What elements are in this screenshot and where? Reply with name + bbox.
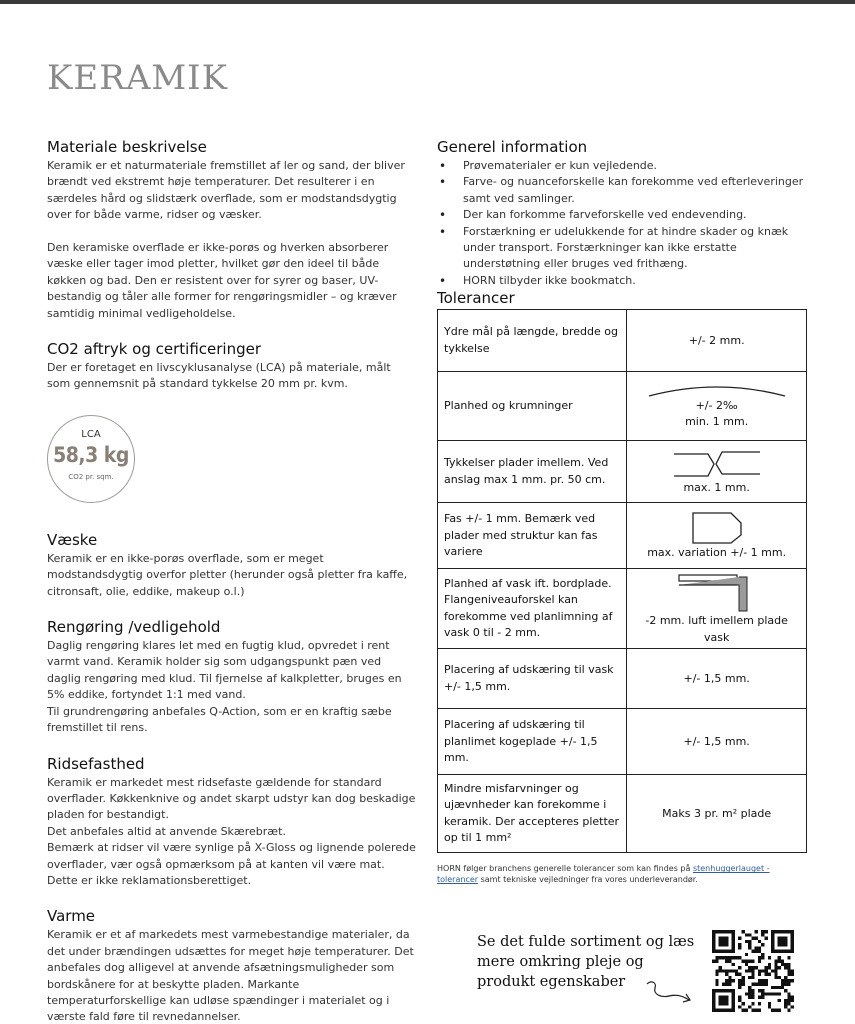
row-value-cell [627, 441, 807, 503]
section-co2 [47, 340, 417, 503]
row-value-cell [627, 649, 807, 709]
row-value-cell [627, 569, 807, 649]
ridsefasthed-paragraph-2: Det anbefales altid at anvende Skærebræt. [47, 824, 286, 838]
tolerancer-footnote [437, 863, 807, 885]
row-value: max. variation +/- 1 mm. [647, 545, 787, 559]
co2-paragraph: Der er foretaget en livscyklusanalyse (LCA) på materiale, målt som gennemsnit på standard tykkelse 20 mm pr. kvm. [47, 361, 391, 391]
stenhuggerlauget-link[interactable]: stenhuggerlauget - tolerancer [437, 864, 770, 885]
curvature-arc-icon [647, 382, 787, 398]
varme-heading: Varme [47, 907, 96, 926]
table-row [438, 372, 807, 441]
materiale-paragraph-1: Keramik er et naturmateriale fremstillet af ler og sand, der bliver brændt ved ekstremt høje temperaturer. Det resulterer i en særdeles hård og slidstærk overflade, som er modstandsdygtig over for både varme, ridser og væsker. [47, 159, 405, 222]
table-row [438, 503, 807, 569]
co2-heading: CO2 aftryk og certificeringer [47, 340, 262, 359]
list-item: • HORN tilbyder ikke bookmatch. [437, 273, 807, 289]
lca-value: 58,3 kg [53, 442, 129, 467]
row-value: +/- 2‰ [695, 398, 738, 412]
footnote-pre: HORN følger branchens generelle tolerancer som kan findes på [437, 864, 693, 874]
row-value-cell [627, 503, 807, 569]
row-value: +/- 2 mm. [688, 333, 745, 347]
row-label: Placering af udskæring til planlimet kogeplade +/- 1,5 mm. [438, 709, 627, 775]
chamfer-edge-icon [691, 511, 743, 545]
curly-arrow-icon [645, 978, 695, 1006]
row-value-cell [627, 310, 807, 372]
tolerancer-table [437, 309, 807, 853]
row-value: +/- 1,5 mm. [683, 671, 750, 685]
section-materiale [47, 138, 417, 322]
lca-label: LCA [81, 428, 101, 440]
row-value: +/- 1,5 mm. [683, 734, 750, 748]
lca-badge [47, 415, 135, 503]
section-ridsefasthed [47, 755, 417, 890]
varme-paragraph: Keramik er et af markedets mest varmebestandige materialer, da det under brændingen udsættes for meget høje temperaturer. Det anbefales dog alligevel at anvende afsætningsmuligheder som bordskånere for at beskytte pladen. Markante temperaturforskellige kan udløse spændinger i materialet og i værste fald føre til revnedannelser. [47, 928, 414, 1024]
list-item: • Farve- og nuanceforskelle kan forekomme ved efterleveringer samt ved samlinger. [437, 174, 807, 207]
list-item: • Prøvematerialer er kun vejledende. [437, 158, 807, 174]
row-label: Tykkelser plader imellem. Ved anslag max 1 mm. pr. 50 cm. [438, 441, 627, 503]
row-label: Fas +/- 1 mm. Bemærk ved plader med struktur kan fas variere [438, 503, 627, 569]
list-item: • Forstærkning er udelukkende for at hindre skader og knæk under transport. Forstærkninger kan ikke erstatte understøtning eller bruges ved frithæng. [437, 224, 807, 273]
section-generel [437, 138, 807, 289]
joint-offset-icon [672, 448, 762, 480]
row-value: Maks 3 pr. m² plade [662, 806, 772, 820]
generel-list [437, 158, 807, 289]
table-row [438, 709, 807, 775]
ridsefasthed-paragraph-3: Bemærk at ridser vil være synlige på X-Gloss og lignende polerede overflader, vær også opmærksom på at kanten vil være mat. Dette er ikke reklamationsberettiget. [47, 841, 416, 887]
table-row [438, 649, 807, 709]
ridsefasthed-heading: Ridsefasthed [47, 754, 145, 773]
left-column [47, 138, 417, 1024]
materiale-paragraph-2: Den keramiske overflade er ikke-porøs og hverken absorberer væske eller tager imod pletter, hvilket gør den ideel til både køkken og bad. Den er resistent over for syrer og baser, UV-bestandig og tåler alle former for rengøringsmidler – og kræver samtidig minimal vedligeholdelse. [47, 241, 397, 320]
promo-text: Se det fulde sortiment og læs mere omkring pleje og produkt egenskaber [477, 934, 695, 990]
row-label: Placering af udskæring til vask +/- 1,5 mm. [438, 649, 627, 709]
rengoering-heading: Rengøring /vedligehold [47, 618, 221, 637]
vaeske-heading: Væske [47, 530, 98, 549]
row-value-cell [627, 372, 807, 441]
materiale-heading: Materiale beskrivelse [47, 138, 207, 156]
row-label: Planhed og krumninger [438, 372, 627, 441]
table-row [438, 441, 807, 503]
section-vaeske [47, 531, 417, 600]
row-value: -2 mm. luft imellem plade vask [645, 614, 788, 644]
section-varme [47, 907, 417, 1024]
row-value-cell [627, 709, 807, 775]
row-value-cell [627, 775, 807, 853]
right-column [437, 138, 807, 885]
tolerancer-heading: Tolerancer [437, 289, 515, 308]
ridsefasthed-paragraph-1: Keramik er markedet mest ridsefaste gældende for standard overflader. Køkkenknive og andet skarpt udstyr kan dog beskadige pladen for bestandigt. [47, 775, 416, 822]
row-value: max. 1 mm. [683, 480, 750, 494]
vaeske-paragraph: Keramik er en ikke-porøs overflade, som er meget modstandsdygtig overfor pletter (herunder også pletter fra kaffe, citronsaft, olie, eddike, makeup o.l.) [47, 551, 408, 598]
section-rengoering [47, 618, 417, 736]
table-row [438, 775, 807, 853]
row-label: Ydre mål på længde, bredde og tykkelse [438, 310, 627, 372]
qr-code-icon[interactable] [712, 930, 794, 1012]
table-row [438, 310, 807, 372]
rengoering-paragraph-1: Daglig rengøring klares let med en fugtig klud, opvredet i rent varmt vand. Keramik holder sig som udgangspunkt pæn ved daglig rengøring med klud. Til fjernelse af kalkpletter, bruges en 5% eddike, fortyndet 1:1 med vand. [47, 639, 402, 702]
top-border [0, 0, 855, 4]
list-item: • Der kan forkomme farveforskelle ved endevending. [437, 207, 807, 223]
footnote-post: samt tekniske vejledninger fra vores underleverandør. [478, 875, 698, 885]
rengoering-paragraph-2: Til grundrengøring anbefales Q-Action, som er en kraftig sæbe fremstillet til rens. [47, 704, 392, 735]
lca-unit: CO2 pr. sqm. [68, 472, 114, 481]
row-label: Mindre misfarvninger og ujævnheder kan forekomme i keramik. Der accepteres pletter op til 1 mm² [438, 775, 627, 853]
page-title: KERAMIK [47, 58, 229, 98]
generel-heading: Generel information [437, 138, 588, 156]
sink-flange-icon [677, 571, 757, 613]
row-value-secondary: min. 1 mm. [685, 415, 749, 429]
row-label: Planhed af vask ift. bordplade. Flangeniveauforskel kan forekomme ved planlimning af vask 0 til - 2 mm. [438, 569, 627, 649]
table-row [438, 569, 807, 649]
